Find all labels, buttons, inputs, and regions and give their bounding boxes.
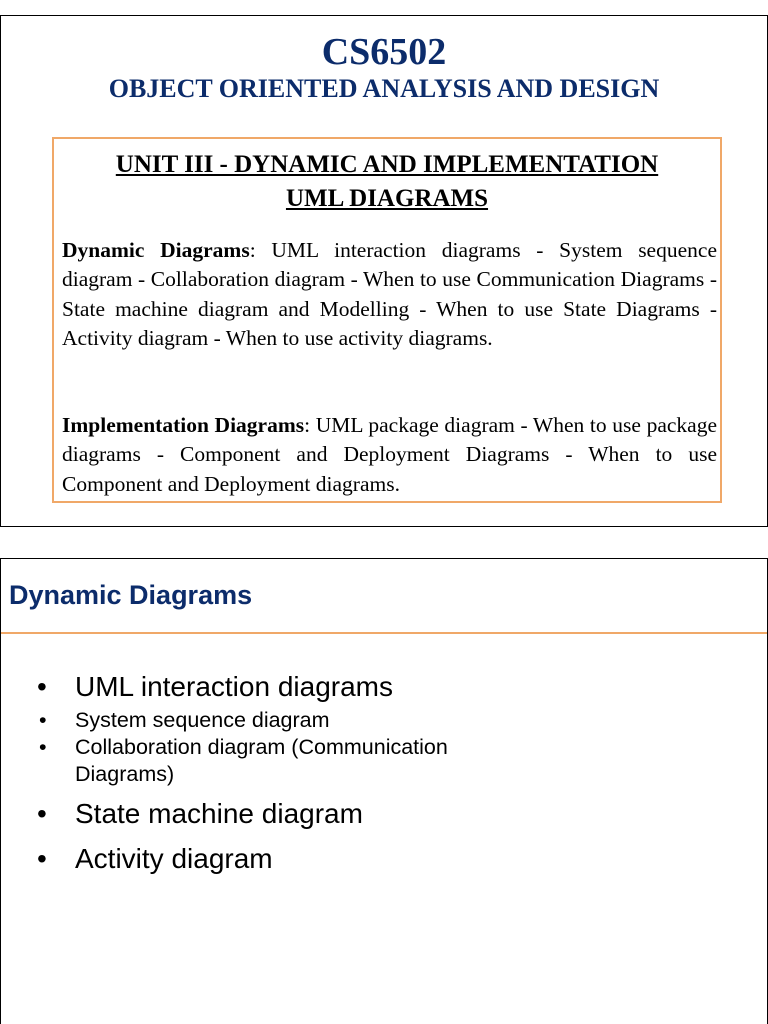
course-code: CS6502 [321, 31, 447, 73]
title-divider [1, 632, 767, 634]
sub-bullet-dot-icon: • [39, 735, 47, 759]
sub-bullet-label: System sequence diagram [75, 708, 330, 732]
unit-heading [54, 148, 720, 216]
bullet-dot-icon: • [37, 843, 47, 874]
implementation-diagrams-label: Implementation Diagrams [62, 413, 305, 437]
course-title: OBJECT ORIENTED ANALYSIS AND DESIGN [108, 74, 660, 103]
bullet-label: UML interaction diagrams [75, 671, 393, 702]
bullet-item [1, 667, 767, 707]
bullet-item [1, 839, 767, 879]
slide-dynamic-diagrams [0, 558, 768, 1024]
slide-course-overview [0, 15, 768, 527]
bullet-dot-icon: • [37, 798, 47, 829]
unit-heading-line1: UNIT III - DYNAMIC AND IMPLEMENTATION [115, 151, 659, 178]
sub-bullet-group [1, 707, 767, 788]
dynamic-diagrams-text: : UML interaction diagrams - System sequence diagram - Collaboration diagram - When to use Communication Diagrams - State machine diagram and Modelling - When to use State Diagrams - Activity diagram - When to use activity diagrams. [62, 238, 717, 350]
bullet-item [1, 794, 767, 834]
implementation-diagrams-text: : UML package diagram - When to use package diagrams - Component and Deployment Diagrams - When to use Component and Deployment diagrams. [62, 413, 717, 496]
sub-bullet-list [11, 707, 767, 788]
unit-heading-line2: UML DIAGRAMS [285, 185, 489, 212]
bullet-label: Activity diagram [75, 843, 273, 874]
sub-bullet-dot-icon: • [39, 708, 47, 732]
bullet-label: State machine diagram [75, 798, 363, 829]
sub-bullet-item [11, 707, 455, 734]
implementation-diagrams-paragraph [62, 411, 717, 499]
unit-syllabus-box [52, 137, 722, 503]
bullet-list [1, 667, 767, 879]
dynamic-diagrams-paragraph [62, 236, 717, 353]
sub-bullet-item [11, 734, 535, 788]
dynamic-diagrams-label: Dynamic Diagrams [62, 238, 250, 262]
slide-title: Dynamic Diagrams [9, 580, 253, 610]
sub-bullet-label: Collaboration diagram (Communication Diagrams) [75, 735, 448, 786]
bullet-dot-icon: • [37, 671, 47, 702]
